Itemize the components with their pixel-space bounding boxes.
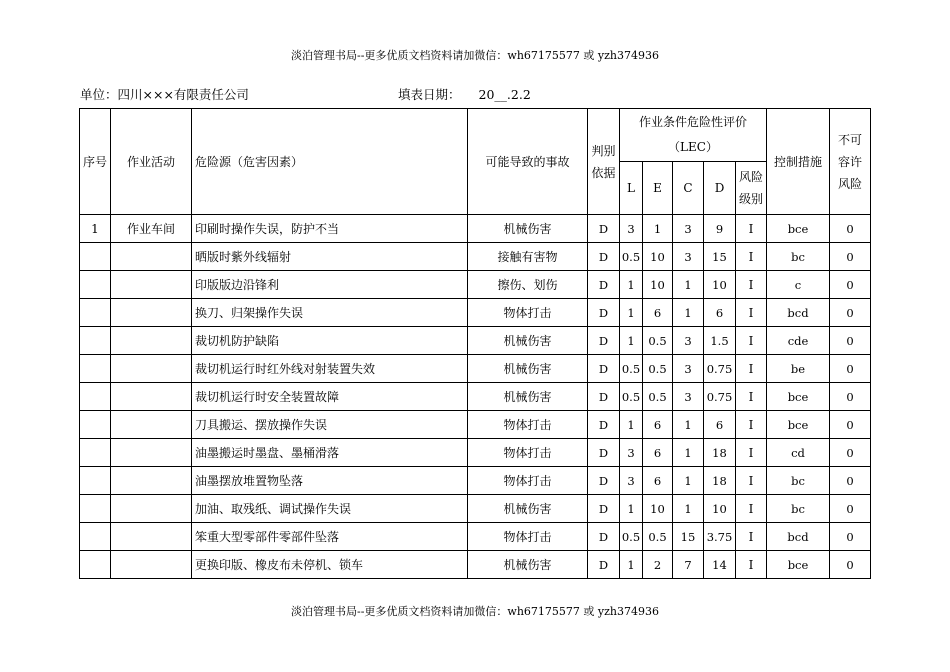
cell-intolerable: 0 <box>830 355 871 383</box>
cell-seq <box>80 551 111 579</box>
cell-control: bce <box>767 215 830 243</box>
cell-D: 18 <box>704 439 736 467</box>
cell-D: 10 <box>704 271 736 299</box>
header-basis <box>588 109 620 215</box>
cell-activity <box>111 551 192 579</box>
cell-accident: 机械伤害 <box>468 327 588 355</box>
cell-intolerable: 0 <box>830 243 871 271</box>
cell-basis: D <box>588 299 620 327</box>
cell-C: 3 <box>673 243 704 271</box>
cell-D: 0.75 <box>704 383 736 411</box>
cell-intolerable: 0 <box>830 383 871 411</box>
cell-level: I <box>736 383 767 411</box>
cell-activity <box>111 523 192 551</box>
cell-control: bce <box>767 383 830 411</box>
cell-intolerable: 0 <box>830 327 871 355</box>
cell-hazard: 裁切机防护缺陷 <box>192 327 468 355</box>
cell-L: 0.5 <box>620 355 643 383</box>
cell-E: 0.5 <box>643 383 673 411</box>
cell-E: 0.5 <box>643 327 673 355</box>
cell-hazard: 加油、取残纸、调试操作失误 <box>192 495 468 523</box>
cell-intolerable: 0 <box>830 467 871 495</box>
header-intolerable <box>830 109 871 215</box>
cell-L: 3 <box>620 467 643 495</box>
cell-control: cde <box>767 327 830 355</box>
header-intolerable-line3: 风险 <box>837 176 862 191</box>
cell-accident: 机械伤害 <box>468 495 588 523</box>
cell-accident: 接触有害物 <box>468 243 588 271</box>
cell-L: 0.5 <box>620 523 643 551</box>
cell-control: bcd <box>767 523 830 551</box>
cell-level: I <box>736 495 767 523</box>
cell-intolerable: 0 <box>830 439 871 467</box>
cell-D: 3.75 <box>704 523 736 551</box>
header-accident: 可能导致的事故 <box>468 109 588 215</box>
cell-E: 10 <box>643 243 673 271</box>
cell-activity <box>111 467 192 495</box>
cell-hazard: 笨重大型零部件零部件坠落 <box>192 523 468 551</box>
risk-assessment-table <box>79 108 871 579</box>
table-row <box>80 411 871 439</box>
cell-basis: D <box>588 411 620 439</box>
cell-accident: 物体打击 <box>468 523 588 551</box>
cell-accident: 物体打击 <box>468 411 588 439</box>
cell-hazard: 印版版边沿锋利 <box>192 271 468 299</box>
cell-E: 10 <box>643 271 673 299</box>
fill-date-value: 20__.2.2 <box>478 87 531 102</box>
cell-C: 1 <box>673 467 704 495</box>
cell-basis: D <box>588 495 620 523</box>
cell-accident: 物体打击 <box>468 439 588 467</box>
cell-activity <box>111 243 192 271</box>
header-L: L <box>620 162 643 215</box>
cell-E: 10 <box>643 495 673 523</box>
cell-intolerable: 0 <box>830 215 871 243</box>
cell-seq <box>80 439 111 467</box>
cell-C: 1 <box>673 495 704 523</box>
cell-L: 3 <box>620 439 643 467</box>
cell-level: I <box>736 523 767 551</box>
cell-D: 1.5 <box>704 327 736 355</box>
header-E: E <box>643 162 673 215</box>
table-row <box>80 495 871 523</box>
cell-accident: 物体打击 <box>468 467 588 495</box>
cell-C: 15 <box>673 523 704 551</box>
header-seq: 序号 <box>80 109 111 215</box>
cell-activity <box>111 271 192 299</box>
cell-D: 9 <box>704 215 736 243</box>
cell-seq <box>80 495 111 523</box>
cell-control: bce <box>767 551 830 579</box>
cell-seq <box>80 523 111 551</box>
table-row <box>80 271 871 299</box>
header-level <box>736 162 767 215</box>
cell-level: I <box>736 411 767 439</box>
cell-accident: 物体打击 <box>468 299 588 327</box>
cell-C: 3 <box>673 383 704 411</box>
cell-L: 1 <box>620 495 643 523</box>
cell-D: 6 <box>704 299 736 327</box>
cell-E: 6 <box>643 411 673 439</box>
header-intolerable-line1: 不可 <box>837 132 862 147</box>
cell-activity: 作业车间 <box>111 215 192 243</box>
cell-accident: 机械伤害 <box>468 551 588 579</box>
cell-hazard: 油墨搬运时墨盘、墨桶滑落 <box>192 439 468 467</box>
cell-activity <box>111 495 192 523</box>
cell-D: 14 <box>704 551 736 579</box>
cell-E: 1 <box>643 215 673 243</box>
fill-date-label: 填表日期： <box>398 87 461 102</box>
cell-level: I <box>736 327 767 355</box>
cell-basis: D <box>588 523 620 551</box>
cell-control: be <box>767 355 830 383</box>
table-row <box>80 467 871 495</box>
cell-hazard: 油墨摆放堆置物坠落 <box>192 467 468 495</box>
cell-basis: D <box>588 271 620 299</box>
cell-accident: 机械伤害 <box>468 215 588 243</box>
cell-basis: D <box>588 551 620 579</box>
cell-basis: D <box>588 439 620 467</box>
cell-level: I <box>736 215 767 243</box>
header-activity: 作业活动 <box>111 109 192 215</box>
cell-hazard: 刀具搬运、摆放操作失误 <box>192 411 468 439</box>
header-note: 淡泊管理书局--更多优质文档资料请加微信：wh67175577 或 yzh374936 <box>291 49 659 62</box>
cell-hazard: 更换印版、橡皮布未停机、锁车 <box>192 551 468 579</box>
cell-hazard: 裁切机运行时安全装置故障 <box>192 383 468 411</box>
table-row <box>80 551 871 579</box>
header-control: 控制措施 <box>767 109 830 215</box>
header-lec-subtitle: （LEC） <box>668 140 718 154</box>
cell-seq <box>80 243 111 271</box>
cell-intolerable: 0 <box>830 551 871 579</box>
cell-C: 3 <box>673 215 704 243</box>
cell-basis: D <box>588 383 620 411</box>
cell-control: bce <box>767 411 830 439</box>
header-level-line1: 风险 <box>738 170 763 184</box>
cell-L: 1 <box>620 271 643 299</box>
header-hazard: 危险源（危害因素） <box>192 109 468 215</box>
cell-seq <box>80 327 111 355</box>
cell-activity <box>111 355 192 383</box>
table-row <box>80 299 871 327</box>
cell-level: I <box>736 299 767 327</box>
table-row <box>80 439 871 467</box>
header-basis-line2: 依据 <box>591 165 616 180</box>
cell-L: 3 <box>620 215 643 243</box>
cell-basis: D <box>588 327 620 355</box>
cell-control: bc <box>767 495 830 523</box>
cell-E: 6 <box>643 439 673 467</box>
table-row <box>80 355 871 383</box>
cell-accident: 机械伤害 <box>468 383 588 411</box>
header-lec-title: 作业条件危险性评价 <box>638 115 747 129</box>
header-lec-group <box>620 109 767 162</box>
cell-activity <box>111 411 192 439</box>
header-intolerable-line2: 容许 <box>837 154 862 169</box>
cell-C: 1 <box>673 271 704 299</box>
header-D: D <box>704 162 736 215</box>
cell-activity <box>111 439 192 467</box>
cell-L: 0.5 <box>620 243 643 271</box>
cell-hazard: 晒版时紫外线辐射 <box>192 243 468 271</box>
cell-L: 1 <box>620 299 643 327</box>
cell-D: 18 <box>704 467 736 495</box>
cell-control: bc <box>767 243 830 271</box>
cell-level: I <box>736 439 767 467</box>
cell-level: I <box>736 271 767 299</box>
cell-hazard: 印刷时操作失误，防护不当 <box>192 215 468 243</box>
cell-seq <box>80 355 111 383</box>
cell-E: 2 <box>643 551 673 579</box>
cell-level: I <box>736 467 767 495</box>
cell-accident: 机械伤害 <box>468 355 588 383</box>
cell-intolerable: 0 <box>830 523 871 551</box>
cell-seq <box>80 383 111 411</box>
cell-hazard: 换刀、归架操作失误 <box>192 299 468 327</box>
cell-control: bcd <box>767 299 830 327</box>
cell-seq: 1 <box>80 215 111 243</box>
cell-activity <box>111 383 192 411</box>
cell-L: 0.5 <box>620 383 643 411</box>
cell-basis: D <box>588 243 620 271</box>
cell-basis: D <box>588 215 620 243</box>
header-level-line2: 级别 <box>738 192 763 206</box>
cell-C: 3 <box>673 355 704 383</box>
header-basis-line1: 判别 <box>591 143 616 158</box>
cell-seq <box>80 299 111 327</box>
cell-C: 1 <box>673 411 704 439</box>
cell-C: 7 <box>673 551 704 579</box>
cell-E: 6 <box>643 299 673 327</box>
cell-seq <box>80 467 111 495</box>
cell-basis: D <box>588 355 620 383</box>
table-body <box>80 215 871 579</box>
cell-activity <box>111 327 192 355</box>
cell-E: 6 <box>643 467 673 495</box>
cell-level: I <box>736 551 767 579</box>
cell-hazard: 裁切机运行时红外线对射装置失效 <box>192 355 468 383</box>
cell-activity <box>111 299 192 327</box>
cell-level: I <box>736 243 767 271</box>
table-row <box>80 243 871 271</box>
table-header-row <box>80 109 871 162</box>
cell-control: c <box>767 271 830 299</box>
fill-date <box>398 85 531 103</box>
cell-intolerable: 0 <box>830 411 871 439</box>
cell-control: cd <box>767 439 830 467</box>
cell-E: 0.5 <box>643 523 673 551</box>
cell-L: 1 <box>620 551 643 579</box>
cell-D: 10 <box>704 495 736 523</box>
cell-E: 0.5 <box>643 355 673 383</box>
cell-L: 1 <box>620 327 643 355</box>
cell-D: 0.75 <box>704 355 736 383</box>
table-row <box>80 327 871 355</box>
cell-intolerable: 0 <box>830 271 871 299</box>
unit-label: 单位：四川×××有限责任公司 <box>80 87 249 102</box>
cell-L: 1 <box>620 411 643 439</box>
cell-C: 1 <box>673 439 704 467</box>
table-row <box>80 215 871 243</box>
cell-level: I <box>736 355 767 383</box>
cell-seq <box>80 411 111 439</box>
table-row <box>80 523 871 551</box>
cell-D: 15 <box>704 243 736 271</box>
table-row <box>80 383 871 411</box>
cell-control: bc <box>767 467 830 495</box>
cell-C: 3 <box>673 327 704 355</box>
cell-D: 6 <box>704 411 736 439</box>
cell-accident: 擦伤、划伤 <box>468 271 588 299</box>
cell-intolerable: 0 <box>830 299 871 327</box>
header-C: C <box>673 162 704 215</box>
cell-seq <box>80 271 111 299</box>
footer-note: 淡泊管理书局--更多优质文档资料请加微信：wh67175577 或 yzh374936 <box>291 605 659 618</box>
cell-intolerable: 0 <box>830 495 871 523</box>
cell-basis: D <box>588 467 620 495</box>
cell-C: 1 <box>673 299 704 327</box>
